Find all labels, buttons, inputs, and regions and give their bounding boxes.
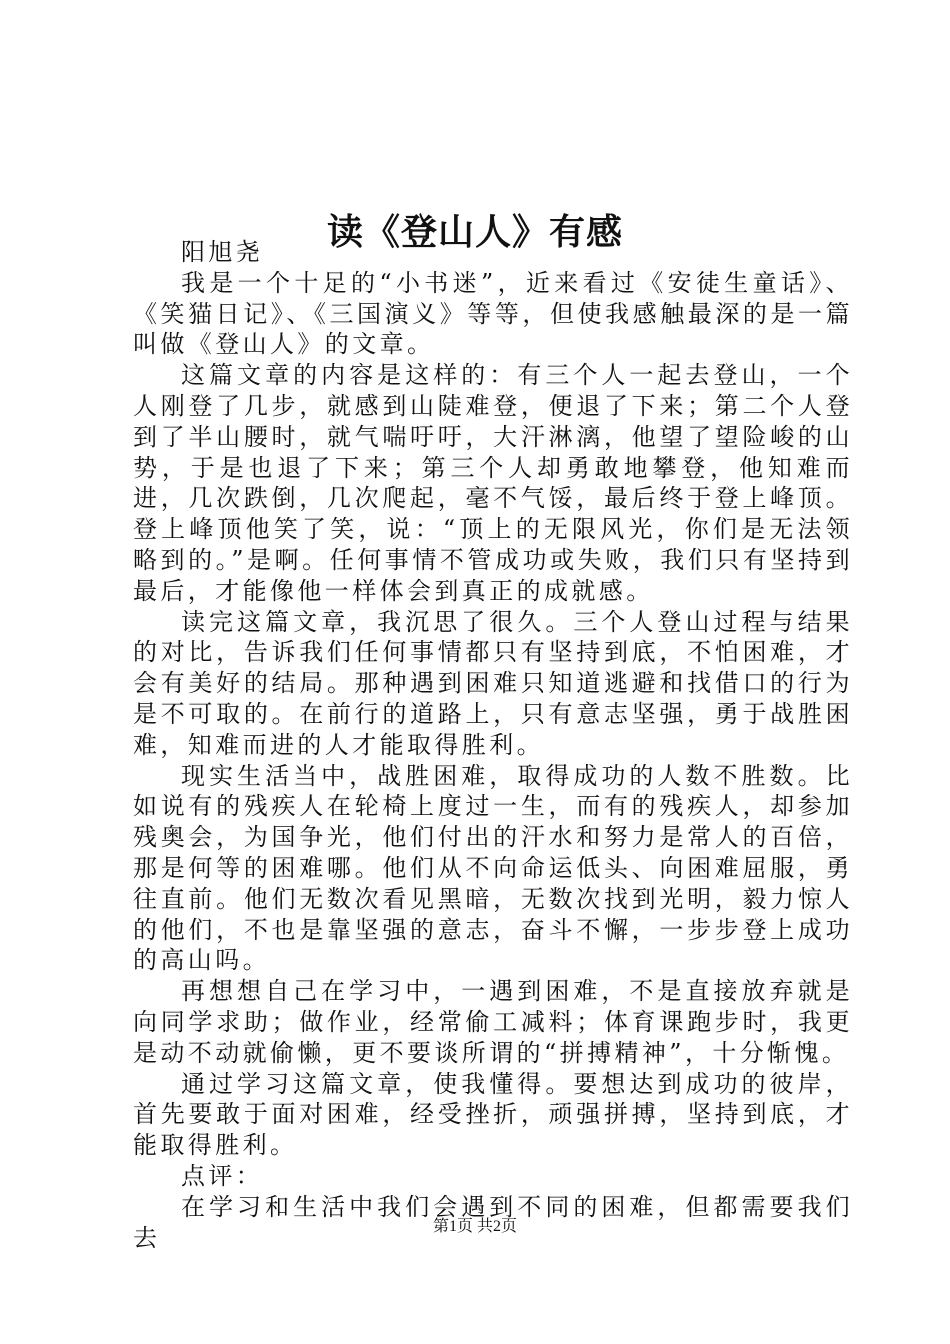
comment-text: 在学习和生活中我们会遇到不同的困难，但都需要我们去 [133,1192,853,1252]
paragraph: 现实生活当中，战胜困难，取得成功的人数不胜数。比如说有的残疾人在轮椅上度过一生，而有的残疾人，却参加残奥会，为国争光，他们付出的汗水和努力是常人的百倍，那是何等的困难哪。他们从不向命运低头、向困难屈服，勇往直前。他们无数次看见黑暗，无数次找到光明，毅力惊人的他们，不也是靠坚强的意志，奋斗不懈，一步步登上成功的高山吗。 [133,761,853,975]
paragraph: 通过学习这篇文章，使我懂得。要想达到成功的彼岸，首先要敢于面对困难，经受挫折，顽强拼搏，坚持到底，才能取得胜利。 [133,1069,853,1160]
paragraph: 再想想自己在学习中，一遇到困难，不是直接放弃就是向同学求助；做作业，经常偷工减料；体育课跑步时，我更是动不动就偷懒，更不要谈所谓的“拼搏精神”，十分惭愧。 [133,977,853,1067]
comment-label: 点评： [181,1161,264,1190]
page-footer: 第1页 共2页 [432,1218,517,1235]
paragraph: 读完这篇文章，我沉思了很久。三个人登山过程与结果的对比，告诉我们任何事情都只有坚持到底，不怕困难，才会有美好的结局。那种遇到困难只知道逃避和找借口的行为是不可取的。在前行的道路上，只有意志坚强，勇于战胜困难，知难而进的人才能取得胜利。 [133,607,853,759]
author-line: 阳旭尧 [181,238,264,266]
paragraph: 我是一个十足的“小书迷”，近来看过《安徒生童话》、《笑猫日记》、《三国演义》等等，但使我感触最深的是一篇叫做《登山人》的文章。 [133,268,853,359]
page-title: 读《登山人》有感 [326,211,623,254]
paragraph: 这篇文章的内容是这样的：有三个人一起去登山，一个人刚登了几步，就感到山陡难登，便退了下来；第二个人登到了半山腰时，就气喘吁吁，大汗淋漓，他望了望险峻的山势，于是也退了下来；第三个人却勇敢地攀登，他知难而进，几次跌倒，几次爬起，毫不气馁，最后终于登上峰顶。登上峰顶他笑了笑，说：“顶上的无限风光，你们是无法领略到的。”是啊。任何事情不管成功或失败，我们只有坚持到最后，才能像他一样体会到真正的成就感。 [133,361,853,605]
document-body [133,237,853,1253]
